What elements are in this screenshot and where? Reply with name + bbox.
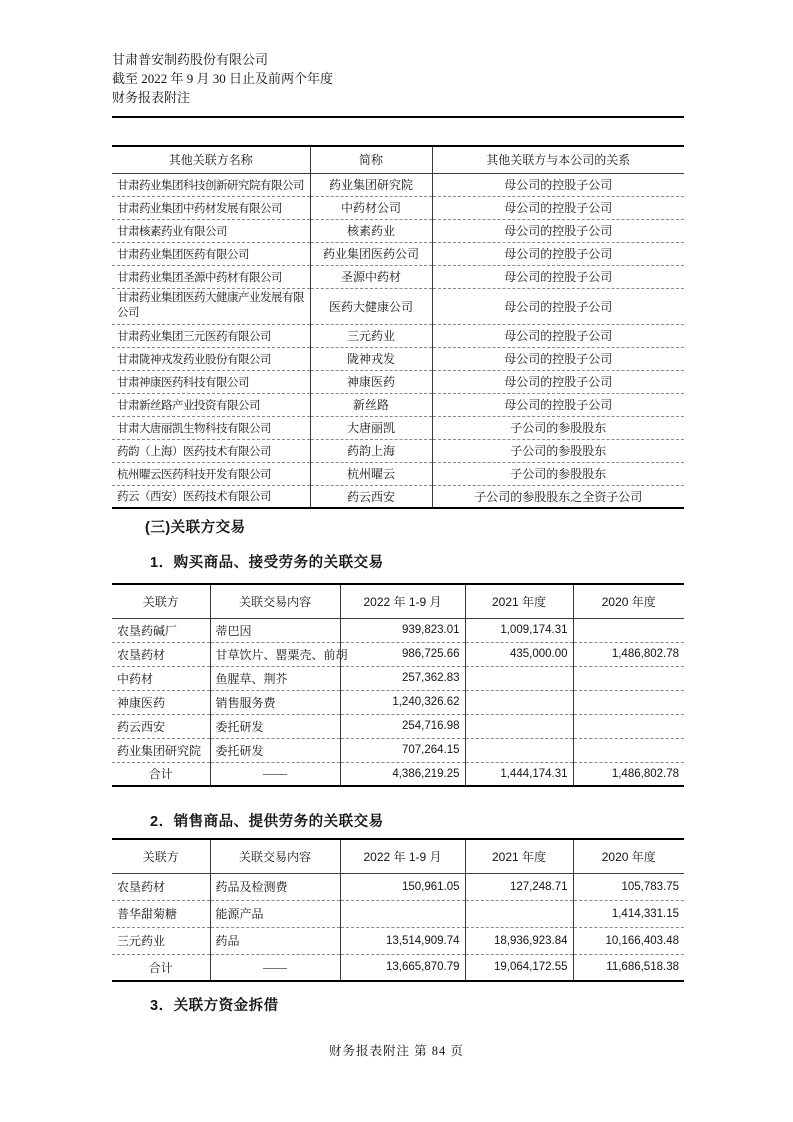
table-row (112, 219, 684, 242)
page-footer: 财务报表附注 第 84 页 (329, 1044, 464, 1058)
table-header-row (112, 839, 684, 873)
table-cell: 药业集团研究院 (310, 173, 432, 196)
table-cell: 杭州曜云 (310, 462, 432, 485)
table-row (112, 485, 684, 508)
table-cell: 254,716.98 (340, 714, 465, 738)
column-header: 关联交易内容 (210, 584, 340, 618)
table-row (112, 288, 684, 324)
column-header: 简称 (310, 146, 432, 173)
table-cell: 蒂巴因 (210, 618, 340, 642)
document-header (112, 50, 333, 107)
header-divider (112, 116, 684, 118)
table-cell: 子公司的参股股东 (432, 439, 684, 462)
table-cell: 甘肃药业集团三元医药有限公司 (112, 324, 310, 347)
purchase-heading: 1．购买商品、接受劳务的关联交易 (150, 555, 384, 571)
table-cell: 中药材公司 (310, 196, 432, 219)
table-row (112, 196, 684, 219)
table-total-row (112, 762, 684, 786)
table-cell: 甘肃药业集团医药有限公司 (112, 242, 310, 265)
table-cell: 甘肃药业集团圣源中药材有限公司 (112, 265, 310, 288)
table-cell: 委托研发 (210, 714, 340, 738)
table-cell: 杭州曜云医药科技开发有限公司 (112, 462, 310, 485)
table-row (112, 173, 684, 196)
table-cell (573, 618, 684, 642)
table-cell: 药品及检测费 (210, 873, 340, 900)
table-cell: 986,725.66 (340, 642, 465, 666)
table-cell: 药云西安 (112, 714, 210, 738)
table-row (112, 642, 684, 666)
table-row (112, 900, 684, 927)
table-cell: 合计 (112, 954, 210, 981)
table-cell: 陇神戎发 (310, 347, 432, 370)
table-cell: 委托研发 (210, 738, 340, 762)
table-cell: 普华甜菊糖 (112, 900, 210, 927)
column-header: 2021 年度 (465, 839, 573, 873)
table-cell: 1,444,174.31 (465, 762, 573, 786)
table-cell: 1,486,802.78 (573, 762, 684, 786)
table-row (112, 927, 684, 954)
table-cell (573, 714, 684, 738)
table-row (112, 618, 684, 642)
table-row (112, 265, 684, 288)
table-row (112, 714, 684, 738)
table-cell: 母公司的控股子公司 (432, 347, 684, 370)
table-row (112, 738, 684, 762)
table-cell: 甘肃新丝路产业投资有限公司 (112, 393, 310, 416)
table-cell: 939,823.01 (340, 618, 465, 642)
table-cell: 10,166,403.48 (573, 927, 684, 954)
table-cell: —— (210, 762, 340, 786)
table-cell: 三元药业 (112, 927, 210, 954)
table-cell: 13,514,909.74 (340, 927, 465, 954)
table-cell: 药云（西安）医药技术有限公司 (112, 485, 310, 508)
column-header: 2022 年 1-9 月 (340, 584, 465, 618)
table-cell: 农垦药碱厂 (112, 618, 210, 642)
table-cell: 农垦药材 (112, 873, 210, 900)
table-cell: 150,961.05 (340, 873, 465, 900)
table-cell: 19,064,172.55 (465, 954, 573, 981)
table-row (112, 439, 684, 462)
table-cell: 甘肃药业集团科技创新研究院有限公司 (112, 173, 310, 196)
table-cell: 圣源中药材 (310, 265, 432, 288)
table-cell: 鱼腥草、荆芥 (210, 666, 340, 690)
table-cell (465, 666, 573, 690)
table-cell: 105,783.75 (573, 873, 684, 900)
table-row (112, 873, 684, 900)
table-cell: 中药材 (112, 666, 210, 690)
table-cell: 1,414,331.15 (573, 900, 684, 927)
table-cell: 药品 (210, 927, 340, 954)
table-cell: 甘肃大唐丽凯生物科技有限公司 (112, 416, 310, 439)
table-cell: 药业集团研究院 (112, 738, 210, 762)
table-cell: 257,362.83 (340, 666, 465, 690)
table-cell (465, 900, 573, 927)
table-cell: 甘肃陇神戎发药业股份有限公司 (112, 347, 310, 370)
column-header: 其他关联方与本公司的关系 (432, 146, 684, 173)
table-cell: 医药大健康公司 (310, 288, 432, 324)
table-cell: 子公司的参股股东之全资子公司 (432, 485, 684, 508)
table-cell: 能源产品 (210, 900, 340, 927)
table-cell: 农垦药材 (112, 642, 210, 666)
table-row (112, 666, 684, 690)
table-cell: 1,009,174.31 (465, 618, 573, 642)
table-cell: 4,386,219.25 (340, 762, 465, 786)
column-header: 2020 年度 (573, 839, 684, 873)
loans-heading: 3．关联方资金拆借 (150, 998, 279, 1014)
table-cell: 母公司的控股子公司 (432, 288, 684, 324)
table-row (112, 370, 684, 393)
column-header: 2022 年 1-9 月 (340, 839, 465, 873)
table-cell: 药业集团医药公司 (310, 242, 432, 265)
table-cell: 母公司的控股子公司 (432, 196, 684, 219)
table-cell: 药韵上海 (310, 439, 432, 462)
table-cell: 子公司的参股股东 (432, 416, 684, 439)
table-cell: 母公司的控股子公司 (432, 370, 684, 393)
table-cell: 13,665,870.79 (340, 954, 465, 981)
table-cell: 大唐丽凯 (310, 416, 432, 439)
sales-heading: 2．销售商品、提供劳务的关联交易 (150, 814, 384, 830)
purchase-transactions-table (112, 583, 684, 787)
table-cell: 435,000.00 (465, 642, 573, 666)
table-cell: 甘草饮片、罂粟壳、前胡 (210, 642, 340, 666)
table-cell: 1,240,326.62 (340, 690, 465, 714)
table-cell: 新丝路 (310, 393, 432, 416)
table-cell (573, 690, 684, 714)
table-cell: 甘肃核素药业有限公司 (112, 219, 310, 242)
table-cell: 甘肃神康医药科技有限公司 (112, 370, 310, 393)
related-parties-table (112, 145, 684, 509)
table-cell: 子公司的参股股东 (432, 462, 684, 485)
table-cell: 甘肃药业集团医药大健康产业发展有限公司 (112, 288, 310, 324)
company-name-line: 甘肃普安制药股份有限公司 (112, 52, 269, 67)
table-cell (573, 738, 684, 762)
table-cell (465, 690, 573, 714)
table-row (112, 324, 684, 347)
column-header: 2020 年度 (573, 584, 684, 618)
table-cell: 合计 (112, 762, 210, 786)
table-cell: 11,686,518.38 (573, 954, 684, 981)
table-cell: 销售服务费 (210, 690, 340, 714)
column-header: 关联方 (112, 584, 210, 618)
table-row (112, 416, 684, 439)
table-cell: 母公司的控股子公司 (432, 242, 684, 265)
table-cell (465, 738, 573, 762)
table-cell: 药韵（上海）医药技术有限公司 (112, 439, 310, 462)
table-cell: 神康医药 (310, 370, 432, 393)
table-cell (340, 900, 465, 927)
table-cell: 药云西安 (310, 485, 432, 508)
table-cell: —— (210, 954, 340, 981)
table-cell: 母公司的控股子公司 (432, 219, 684, 242)
table-header-row (112, 146, 684, 173)
table-header-row (112, 584, 684, 618)
table-cell: 18,936,923.84 (465, 927, 573, 954)
column-header: 关联方 (112, 839, 210, 873)
table-cell (573, 666, 684, 690)
table-row (112, 393, 684, 416)
table-cell (465, 714, 573, 738)
table-cell: 母公司的控股子公司 (432, 393, 684, 416)
table-row (112, 242, 684, 265)
column-header: 2021 年度 (465, 584, 573, 618)
table-cell: 母公司的控股子公司 (432, 265, 684, 288)
table-row (112, 462, 684, 485)
report-period-line: 截至 2022 年 9 月 30 日止及前两个年度 (112, 71, 334, 86)
table-cell: 甘肃药业集团中药材发展有限公司 (112, 196, 310, 219)
section-heading: (三)关联方交易 (145, 520, 246, 536)
table-cell: 核素药业 (310, 219, 432, 242)
table-cell: 母公司的控股子公司 (432, 324, 684, 347)
table-total-row (112, 954, 684, 981)
table-cell: 1,486,802.78 (573, 642, 684, 666)
table-cell: 707,264.15 (340, 738, 465, 762)
table-row (112, 690, 684, 714)
table-cell: 127,248.71 (465, 873, 573, 900)
sales-transactions-table (112, 838, 684, 982)
table-cell: 母公司的控股子公司 (432, 173, 684, 196)
table-cell: 三元药业 (310, 324, 432, 347)
column-header: 其他关联方名称 (112, 146, 310, 173)
table-row (112, 347, 684, 370)
table-cell: 神康医药 (112, 690, 210, 714)
report-title-line: 财务报表附注 (112, 90, 191, 105)
column-header: 关联交易内容 (210, 839, 340, 873)
